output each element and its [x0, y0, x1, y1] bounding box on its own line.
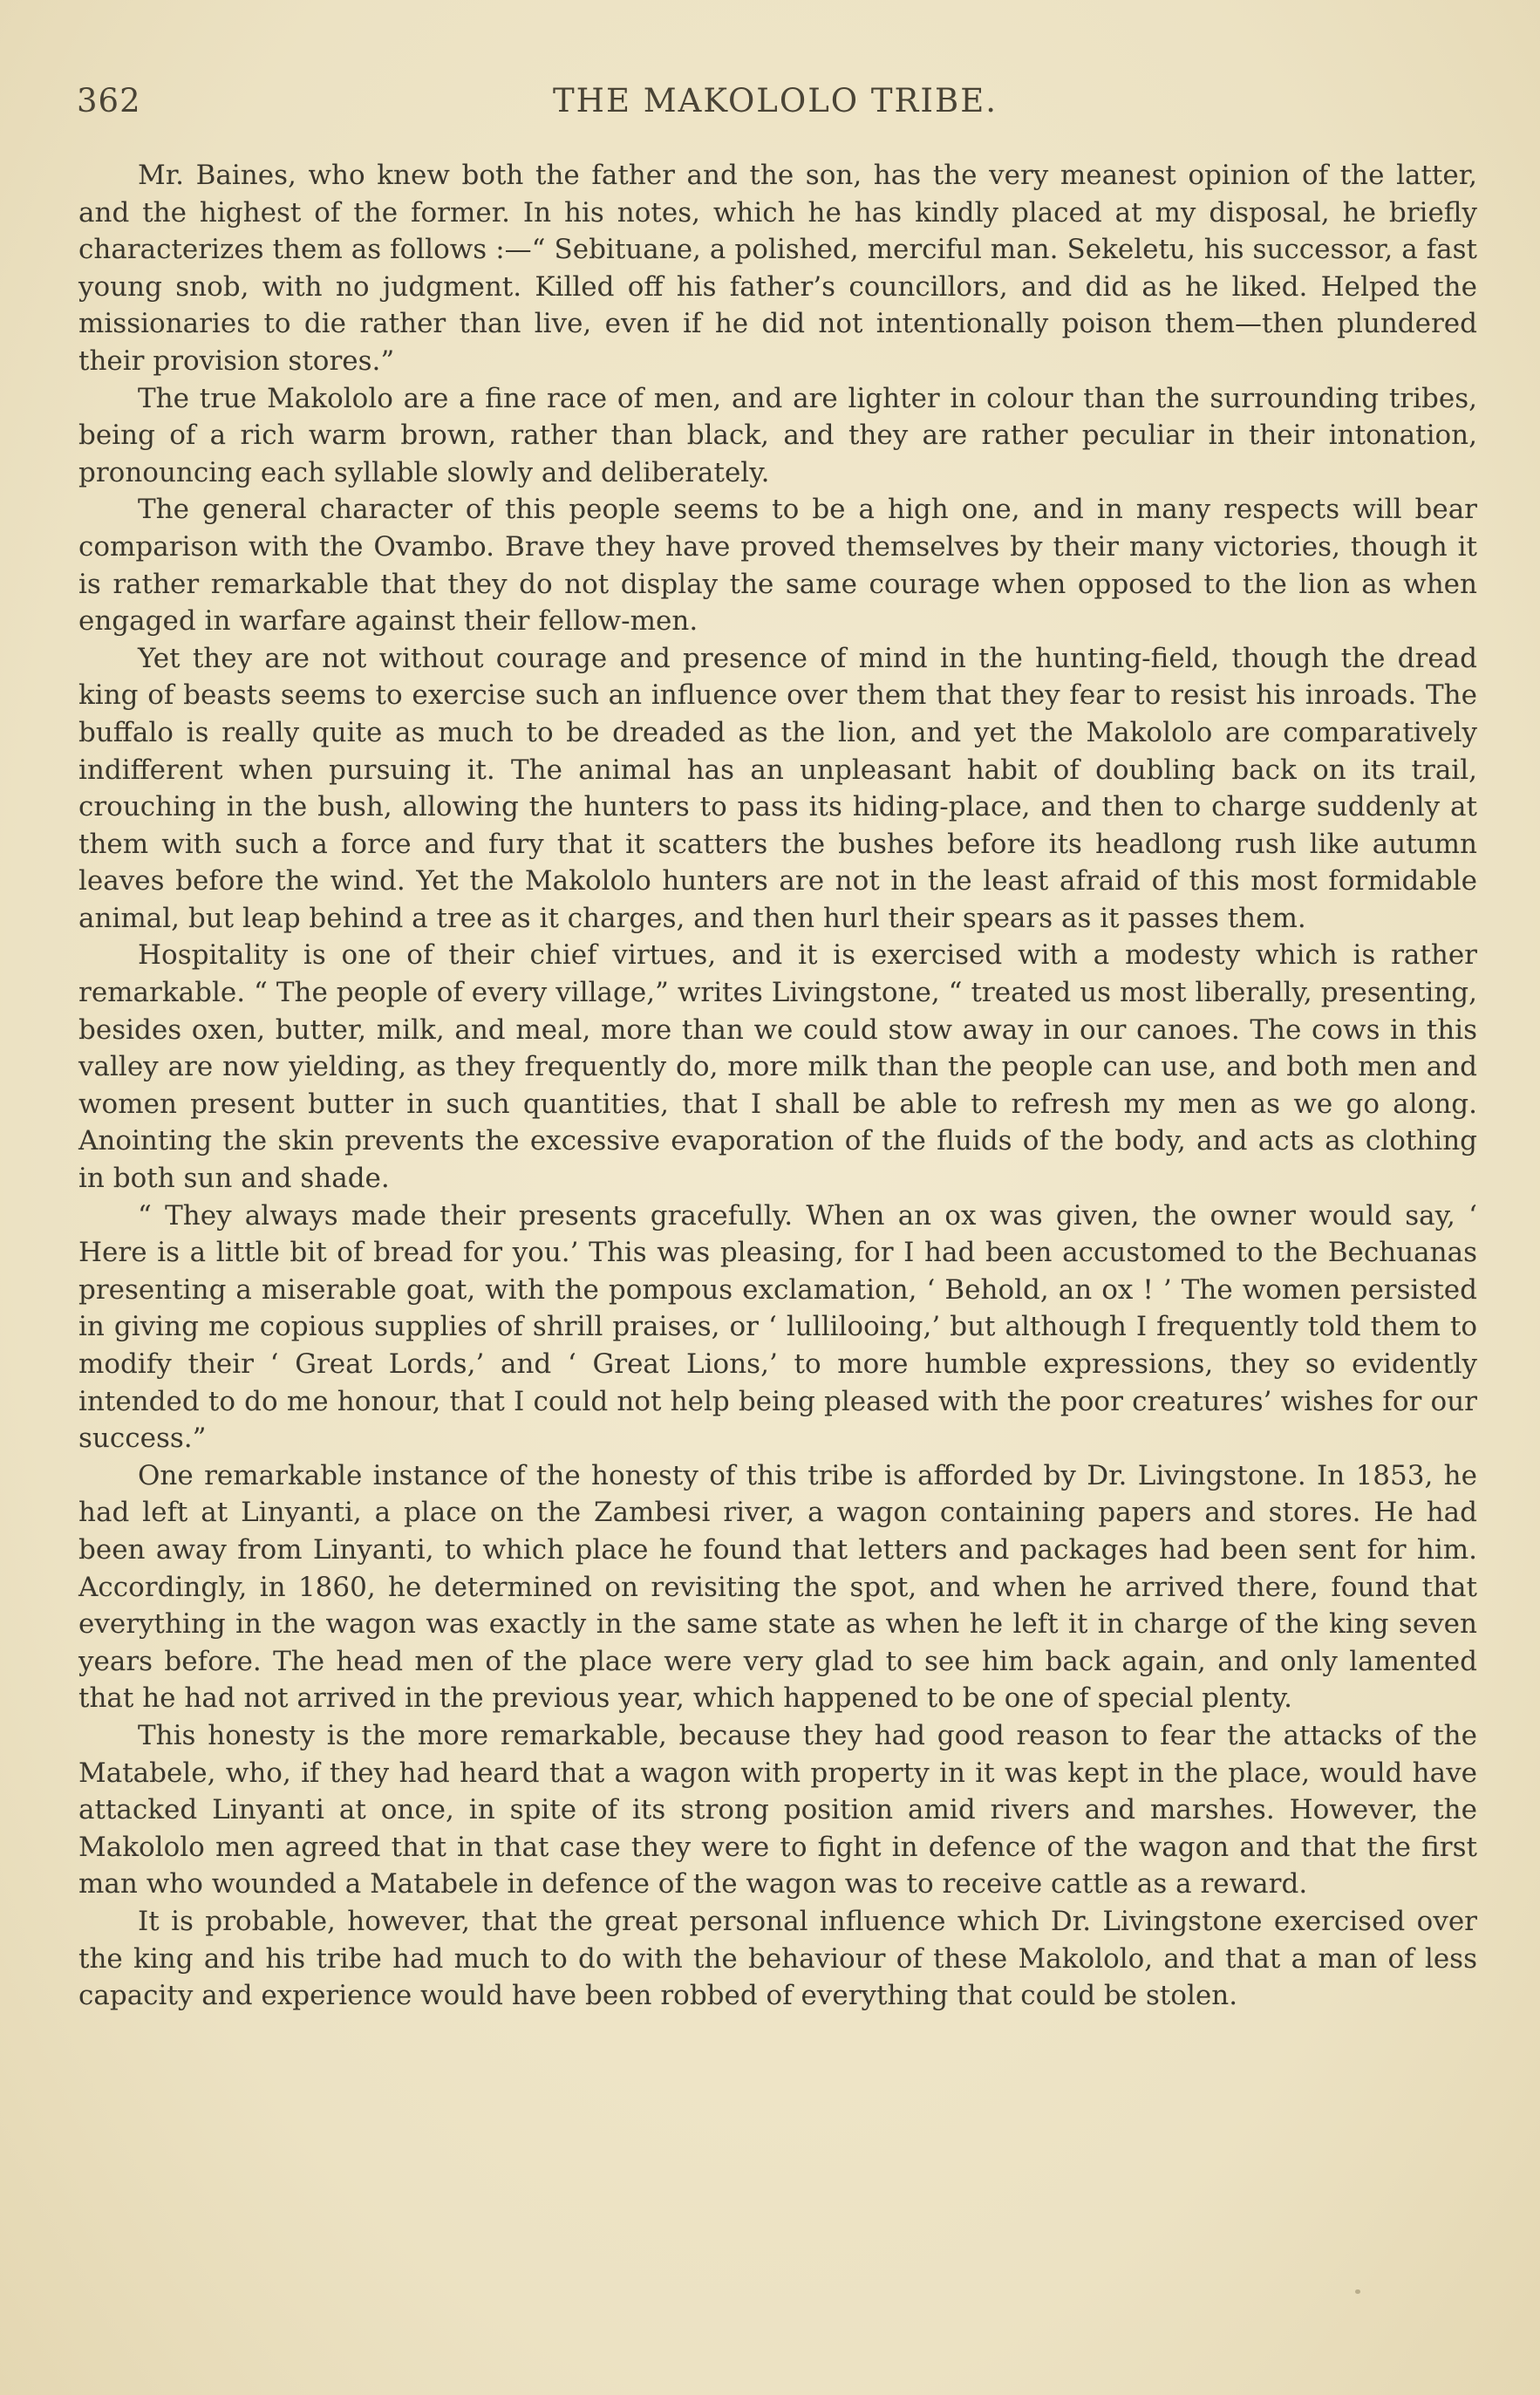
paragraph-presents: “ They always made their presents gracefully. When an ox was given, the owner would say, ‘ Here is a little bit of bread for you.’ This was pleasing, for I had been accustomed to the Bechuanas presenting a miserable goat, with the pompous exclamation, ‘ Behold, an ox ! ’ The women persisted in giving me copious supplies of shrill praises, or ‘ lullilooing,’ but although I frequently told them to modify their ‘ Great Lords,’ and ‘ Great Lions,’ to more humble expressions, they so evidently intended to do me honour, that I could not help being pleased with the poor creatures’ wishes for our success.” — [78, 1199, 1477, 1455]
paragraph-buffalo-hunting: Yet they are not without courage and presence of mind in the hunting-field, though the dread king of beasts seems to exercise such an influence over them that they fear to resist his inroads. The buffalo is really quite as much to be dreaded as the lion, and yet the Makololo are comparatively indifferent when pursuing it. The animal has an unpleasant habit of doubling back on its trail, crouching in the bush, allowing the hunters to pass its hiding-place, and then to charge suddenly at them with such a force and fury that it scatters the bushes before its headlong rush like autumn leaves before the wind. Yet the Makololo hunters are not in the least afraid of this most formidable animal, but leap behind a tree as it charges, and then hurl their spears as it passes them. — [78, 642, 1477, 934]
paragraph-baines-opinion: Mr. Baines, who knew both the father and the son, has the very meanest opinion of the latter, and the highest of the former. In his notes, which he has kindly placed at my disposal, he briefly characterizes them as follows :—“ Sebituane, a polished, merciful man. Sekeletu, his successor, a fast young snob, with no judgment. Killed off his father’s councillors, and did as he liked. Helped the missionaries to die rather than live, even if he did not intentionally poison them—then plundered their provision stores.” — [78, 160, 1477, 377]
paper-speck — [1355, 2289, 1360, 2294]
page-number: 362 — [77, 82, 141, 119]
running-title: THE MAKOLOLO TRIBE. — [553, 82, 998, 119]
body-text — [78, 157, 1477, 2015]
paragraph-livingstone-influence: It is probable, however, that the great personal influence which Dr. Livingstone exercised over the king and his tribe had much to do with the behaviour of these Makololo, and that a man of less capacity and experience would have been robbed of everything that could be stolen. — [78, 1905, 1477, 2012]
page-header — [77, 82, 1474, 127]
paragraph-honesty-instance: One remarkable instance of the honesty of this tribe is afforded by Dr. Livingstone. In 1853, he had left at Linyanti, a place on the Zambesi river, a wagon containing papers and stores. He had been away from Linyanti, to which place he found that letters and packages had been sent for him. Accordingly, in 1860, he determined on revisiting the spot, and when he arrived there, found that everything in the wagon was exactly in the same state as when he left it in charge of the king seven years before. The head men of the place were very glad to see him back again, and only lamented that he had not arrived in the previous year, which happened to be one of special plenty. — [78, 1459, 1477, 1715]
paragraph-general-character: The general character of this people seems to be a high one, and in many respects will bear comparison with the Ovambo. Brave they have proved themselves by their many victories, though it is rather remarkable that they do not display the same courage when opposed to the lion as when engaged in warfare against their fellow-men. — [78, 494, 1477, 638]
paragraph-true-makololo: The true Makololo are a fine race of men, and are lighter in colour than the surrounding tribes, being of a rich warm brown, rather than black, and they are rather peculiar in their intonation, pronouncing each syllable slowly and deliberately. — [78, 382, 1477, 488]
paragraph-hospitality: Hospitality is one of their chief virtues, and it is exercised with a modesty which is rather remarkable. “ The people of every village,” writes Livingstone, “ treated us most liberally, presenting, besides oxen, butter, milk, and meal, more than we could stow away in our canoes. The cows in this valley are now yielding, as they frequently do, more milk than the people can use, and both men and women present butter in such quantities, that I shall be able to refresh my men as we go along. Anointing the skin prevents the excessive evaporation of the fluids of the body, and acts as clothing in both sun and shade. — [78, 939, 1477, 1195]
paragraph-matabele: This honesty is the more remarkable, because they had good reason to fear the attacks of the Matabele, who, if they had heard that a wagon with property in it was kept in the place, would have attacked Linyanti at once, in spite of its strong position amid rivers and marshes. However, the Makololo men agreed that in that case they were to fight in defence of the wagon and that the first man who wounded a Matabele in defence of the wagon was to receive cattle as a reward. — [78, 1719, 1477, 1900]
